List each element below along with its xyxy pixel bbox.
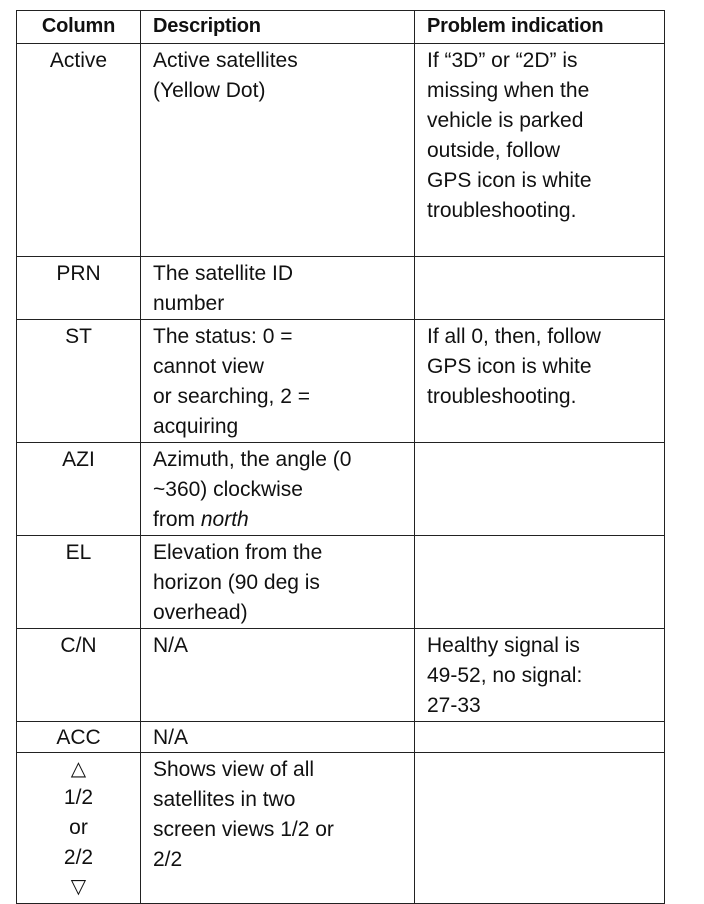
description-line: acquiring bbox=[153, 415, 239, 438]
triangle-down-icon: ▽ bbox=[70, 876, 87, 898]
problem-line: outside, follow bbox=[427, 139, 561, 162]
cell-description-azi bbox=[141, 443, 415, 536]
table-row-active bbox=[17, 44, 665, 257]
problem-line: missing when the bbox=[427, 79, 590, 102]
cell-description-st bbox=[141, 320, 415, 443]
cell-column-page-nav bbox=[17, 753, 141, 904]
description-line: overhead) bbox=[153, 601, 248, 624]
description-line: ~360) clockwise bbox=[153, 478, 303, 501]
cell-problem-cn bbox=[415, 629, 665, 722]
description-line: horizon (90 deg is bbox=[153, 571, 320, 594]
cell-description-page-nav bbox=[141, 753, 415, 904]
header-description: Description bbox=[141, 11, 415, 44]
problem-line: 49-52, no signal: bbox=[427, 664, 583, 687]
description-line: N/A bbox=[153, 726, 189, 749]
description-line: (Yellow Dot) bbox=[153, 79, 266, 102]
problem-line: Healthy signal is bbox=[427, 634, 580, 657]
table-row-cn bbox=[17, 629, 665, 722]
description-line: 2/2 bbox=[153, 848, 183, 871]
description-line: The status: 0 = bbox=[153, 325, 293, 348]
cell-column-acc: ACC bbox=[17, 722, 141, 753]
cell-description-acc bbox=[141, 722, 415, 753]
description-line: screen views 1/2 or bbox=[153, 818, 334, 841]
problem-line: 27-33 bbox=[427, 694, 481, 717]
cell-problem-acc bbox=[415, 722, 665, 753]
cell-column-cn: C/N bbox=[17, 629, 141, 722]
gps-diagnostic-table bbox=[16, 10, 665, 904]
cell-description-el bbox=[141, 536, 415, 629]
cell-column-prn: PRN bbox=[17, 257, 141, 320]
table-row-page-nav bbox=[17, 753, 665, 904]
problem-line: vehicle is parked bbox=[427, 109, 584, 132]
description-line: The satellite ID bbox=[153, 262, 294, 285]
table-row-st bbox=[17, 320, 665, 443]
description-line: satellites in two bbox=[153, 788, 296, 811]
description-line: number bbox=[153, 292, 225, 315]
problem-line: GPS icon is white bbox=[427, 169, 592, 192]
page-label: or bbox=[69, 816, 88, 839]
problem-line: troubleshooting. bbox=[427, 385, 577, 408]
problem-line: If all 0, then, follow bbox=[427, 325, 601, 348]
gps-diagnostic-table-container bbox=[16, 10, 664, 904]
cell-problem-azi bbox=[415, 443, 665, 536]
cell-column-el: EL bbox=[17, 536, 141, 629]
description-prefix: from bbox=[153, 508, 201, 531]
problem-line: GPS icon is white bbox=[427, 355, 592, 378]
description-line: cannot view bbox=[153, 355, 264, 378]
cell-column-active: Active bbox=[17, 44, 141, 257]
cell-problem-st bbox=[415, 320, 665, 443]
cell-description-active bbox=[141, 44, 415, 257]
description-line: Elevation from the bbox=[153, 541, 323, 564]
cell-problem-page-nav bbox=[415, 753, 665, 904]
table-header-row bbox=[17, 11, 665, 44]
description-line: N/A bbox=[153, 634, 189, 657]
description-emphasis-word: north bbox=[200, 508, 249, 531]
description-line: Azimuth, the angle (0 bbox=[153, 448, 352, 471]
page-label: 2/2 bbox=[63, 846, 94, 869]
table-row-el bbox=[17, 536, 665, 629]
cell-problem-prn bbox=[415, 257, 665, 320]
cell-description-cn bbox=[141, 629, 415, 722]
cell-column-st: ST bbox=[17, 320, 141, 443]
table-row-prn bbox=[17, 257, 665, 320]
header-column: Column bbox=[17, 11, 141, 44]
description-line: Active satellites bbox=[153, 49, 298, 72]
header-problem-indication: Problem indication bbox=[415, 11, 665, 44]
description-line: Shows view of all bbox=[153, 758, 315, 781]
cell-column-azi: AZI bbox=[17, 443, 141, 536]
cell-description-prn bbox=[141, 257, 415, 320]
description-line-emphasis bbox=[153, 505, 406, 535]
triangle-up-icon: △ bbox=[70, 758, 87, 780]
page-label: 1/2 bbox=[63, 786, 94, 809]
description-line: or searching, 2 = bbox=[153, 385, 311, 408]
table-row-azi bbox=[17, 443, 665, 536]
table-row-acc bbox=[17, 722, 665, 753]
problem-line: troubleshooting. bbox=[427, 199, 577, 222]
cell-problem-active bbox=[415, 44, 665, 257]
problem-line: If “3D” or “2D” is bbox=[427, 49, 578, 72]
cell-problem-el bbox=[415, 536, 665, 629]
